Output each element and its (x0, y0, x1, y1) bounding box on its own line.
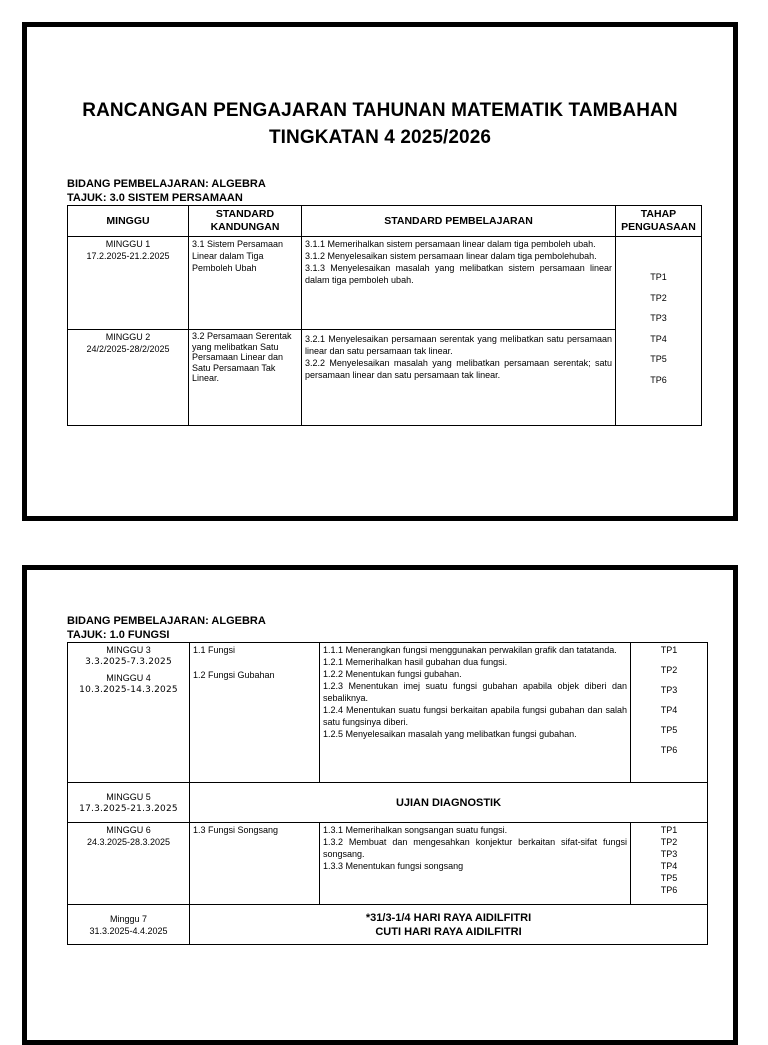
tp-level: TP2 (650, 292, 667, 303)
table-row (68, 823, 708, 905)
kandungan-cell: 3.2 Persamaan Serentak yang melibatkan Satu Persamaan Linear dan Satu Persamaan Tak Linear. (189, 330, 302, 426)
tp-level: TP4 (650, 333, 667, 344)
document-page-2 (22, 565, 738, 1045)
tahap-penguasaan-cell (631, 823, 708, 905)
standard-item: 3.1.1 Memerihalkan sistem persamaan linear dalam tiga pemboleh ubah. (305, 239, 596, 249)
week-cell (68, 643, 190, 783)
event-line: *31/3-1/4 HARI RAYA AIDILFITRI (365, 911, 532, 924)
kandungan-item: 1.1 Fungsi (193, 645, 236, 655)
week-dates: 17.3.2025-21.3.2025 (79, 803, 178, 814)
pembelajaran-cell (320, 823, 631, 905)
week-dates: 24/2/2025-28/2/2025 (86, 344, 170, 354)
header-tahap-penguasaan: TAHAP PENGUASAAN (616, 206, 702, 237)
standard-item: 1.3.2 Membuat dan mengesahkan konjektur berkaitan sifat-sifat fungsi songsang. (323, 837, 627, 859)
tp-level: TP2 (660, 837, 678, 847)
standard-item: 1.2.5 Menyelesaikan masalah yang melibatkan fungsi gubahan. (323, 729, 577, 739)
standard-item: 3.2.1 Menyelesaikan persamaan serentak yang melibatkan satu persamaan linear dan satu persamaan tak linear. (305, 334, 612, 356)
header-standard-pembelajaran: STANDARD PEMBELAJARAN (302, 206, 616, 237)
event-cell (190, 905, 708, 945)
standard-item: 1.2.3 Menentukan imej suatu fungsi gubahan apabila objek diberi dan sebaliknya. (323, 681, 627, 703)
tp-level: TP5 (650, 354, 667, 364)
header-minggu: MINGGU (68, 206, 189, 237)
week-label: MINGGU 4 (106, 673, 151, 683)
tp-level: TP1 (660, 825, 678, 835)
tp-level: TP6 (660, 745, 678, 755)
table-row (68, 237, 702, 330)
tp-level: TP1 (650, 272, 667, 282)
week-cell (68, 783, 190, 823)
tajuk-label: TAJUK: 3.0 SISTEM PERSAMAAN (67, 192, 243, 204)
tp-level: TP2 (660, 665, 678, 675)
standard-item: 1.3.1 Memerihalkan songsangan suatu fungsi. (323, 825, 508, 835)
document-title (27, 97, 733, 151)
week-dates: 24.3.2025-28.3.2025 (86, 837, 171, 847)
standard-item: 3.1.2 Menyelesaikan sistem persamaan linear dalam tiga pembolehubah. (305, 251, 597, 261)
week-cell (68, 330, 189, 426)
week-cell (68, 237, 189, 330)
week-cell (68, 905, 190, 945)
standard-item: 1.2.2 Menentukan fungsi gubahan. (323, 669, 462, 679)
standard-item: 3.1.3 Menyelesaikan masalah yang melibatkan sistem persamaan linear dalam tiga pemboleh ubah. (305, 263, 612, 285)
kandungan-cell: 1.3 Fungsi Songsang (190, 823, 320, 905)
week-label: MINGGU 5 (106, 791, 151, 802)
event-cell: UJIAN DIAGNOSTIK (190, 783, 708, 823)
tahap-penguasaan-cell (631, 643, 708, 783)
tp-level: TP1 (660, 645, 678, 655)
standard-item: 1.1.1 Menerangkan fungsi menggunakan perwakilan grafik dan tatatanda. (323, 645, 617, 655)
week-label: MINGGU 1 (105, 239, 151, 249)
lesson-plan-table (67, 205, 702, 426)
standard-item: 1.2.1 Memerihalkan hasil gubahan dua fungsi. (323, 657, 508, 667)
header-standard-kandungan: STANDARD KANDUNGAN (189, 206, 302, 237)
week-label: MINGGU 2 (105, 332, 151, 342)
table-header-row (68, 206, 702, 237)
table-row (68, 643, 708, 783)
week-label: MINGGU 3 (106, 645, 151, 655)
tp-level: TP3 (660, 685, 678, 695)
table-row (68, 905, 708, 945)
tp-level: TP4 (660, 705, 678, 715)
title-line-1: RANCANGAN PENGAJARAN TAHUNAN MATEMATIK TAMBAHAN (82, 100, 678, 121)
week-dates: 31.3.2025-4.4.2025 (89, 925, 168, 936)
week-dates: 3.3.2025-7.3.2025 (85, 657, 172, 667)
week-dates: 10.3.2025-14.3.2025 (79, 685, 178, 695)
pembelajaran-cell (320, 643, 631, 783)
week-cell (68, 823, 190, 905)
tp-level: TP6 (650, 374, 667, 385)
standard-item: 3.2.2 Menyelesaikan masalah yang melibatkan persamaan serentak; satu persamaan linear dan satu persamaan tak linear. (305, 358, 612, 380)
standard-item: 1.2.4 Menentukan suatu fungsi berkaitan apabila fungsi gubahan dan salah satu fungsinya diberi. (323, 705, 627, 727)
bidang-label: BIDANG PEMBELAJARAN: ALGEBRA (67, 615, 266, 627)
table-row (68, 330, 702, 426)
event-line: CUTI HARI RAYA AIDILFITRI (375, 925, 522, 938)
standard-item: 1.3.3 Menentukan fungsi songsang (323, 861, 464, 871)
pembelajaran-cell (302, 330, 616, 426)
tp-level: TP5 (660, 873, 678, 883)
tp-level: TP3 (660, 849, 678, 859)
pembelajaran-cell (302, 237, 616, 330)
tp-level: TP4 (660, 861, 678, 871)
kandungan-cell: 3.1 Sistem Persamaan Linear dalam Tiga Pemboleh Ubah (189, 237, 302, 330)
week-label: MINGGU 6 (106, 825, 151, 835)
tahap-penguasaan-cell (616, 237, 702, 426)
document-page-1 (22, 22, 738, 521)
table-row (68, 783, 708, 823)
kandungan-item: 1.2 Fungsi Gubahan (193, 670, 275, 680)
tajuk-label: TAJUK: 1.0 FUNGSI (67, 629, 170, 641)
tp-level: TP6 (660, 885, 678, 895)
week-label: Minggu 7 (109, 913, 148, 924)
tp-level: TP5 (660, 725, 678, 735)
title-line-2: TINGKATAN 4 2025/2026 (268, 127, 492, 148)
kandungan-cell (190, 643, 320, 783)
week-dates: 17.2.2025-21.2.2025 (86, 251, 170, 261)
lesson-plan-table (67, 642, 708, 945)
bidang-label: BIDANG PEMBELAJARAN: ALGEBRA (67, 178, 266, 190)
tp-level: TP3 (650, 313, 667, 323)
